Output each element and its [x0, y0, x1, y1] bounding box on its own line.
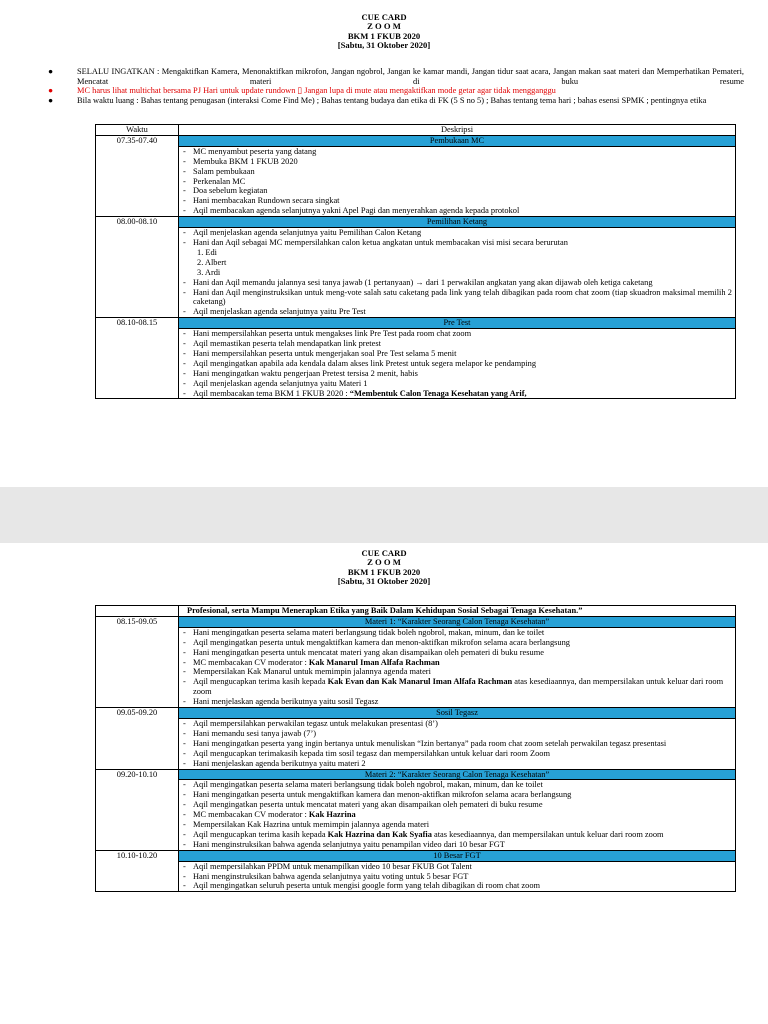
rundown-table-2	[95, 605, 736, 892]
candidate-list	[182, 248, 732, 278]
col-header-desc: Deskripsi	[179, 125, 736, 136]
items-cell	[179, 627, 736, 707]
list-item: - MC menyambut peserta yang datang	[182, 147, 732, 157]
list-item: - Aqil memastikan peserta telah mendapatkan link pretest	[182, 339, 732, 349]
list-item: - Membuka BKM 1 FKUB 2020	[182, 157, 732, 167]
list-item: - Hani mengingatkan peserta untuk mencatat materi yang akan disampaikan oleh pemateri di buku resume	[182, 648, 732, 658]
header-event: BKM 1 FKUB 2020	[347, 30, 421, 41]
section-title: Materi 1: “Karakter Seorang Calon Tenaga Kesehatan”	[179, 616, 736, 627]
list-item: - MC membacakan CV moderator : Kak Hazrina	[182, 810, 732, 820]
list-item: - Aqil mempersilahkan perwakilan tegasz untuk melakukan presentasi (8’)	[182, 719, 732, 729]
time-cell: 09.20-10.10	[96, 769, 179, 850]
list-item: - Doa sebelum kegiatan	[182, 186, 732, 196]
items-cell	[179, 718, 736, 769]
list-item: - Aqil membacakan tema BKM 1 FKUB 2020 : “Membentuk Calon Tenaga Kesehatan yang Arif,	[182, 389, 732, 399]
candidate-item: 3. Ardi	[197, 267, 221, 277]
list-item: - Hani menjelaskan agenda berikutnya yaitu sosil Tegasz	[182, 697, 732, 707]
list-item: - Hani mengingatkan peserta yang ingin bertanya untuk menuliskan “Izin bertanya” pada room chat zoom setelah perwakilan tegasz presentasi	[182, 739, 732, 749]
list-item: - Aqil mengucapkan terima kasih kepada Kak Evan dan Kak Manarul Iman Alfafa Rachman atas kesediaannya, dan mempersilakan untuk keluar dari room zoom	[182, 677, 732, 697]
items-cell	[179, 146, 736, 216]
note-free-time: ● Bila waktu luang : Bahas tentang penugasan (interaksi Come Find Me) ; Bahas tentang budaya dan etika di FK (5 S no 5) ; Bahas tentang tema hari ; bahas esensi SPMK ; pentingnya etika	[48, 95, 707, 105]
list-item: - Hani mengingatkan peserta untuk mengaktifkan kamera dan menon-aktifkan mikrofon selama acara berlangsung	[182, 790, 732, 800]
time-cell: 08.10-08.15	[96, 318, 179, 399]
speaker-names: Kak Hazrina dan Kak Syafia	[327, 829, 432, 839]
list-item: - Aqil menjelaskan agenda selanjutnya yaitu Pemilihan Calon Ketang	[182, 228, 732, 238]
list-item: - Hani menjelaskan agenda berikutnya yaitu materi 2	[182, 759, 732, 769]
list-item: - Hani mempersilahkan peserta untuk mengerjakan soal Pre Test selama 5 menit	[182, 349, 732, 359]
note-reminder: ● SELALU INGATKAN : Mengaktifkan Kamera, Menonaktifkan mikrofon, Jangan ngobrol, Jangan ke kamar mandi, Jangan tidur saat acara, Jangan makan saat materi dan Memperhatikan Pemateri, Mencatat materi di buku resume	[48, 67, 744, 86]
bullet-icon: ●	[48, 86, 54, 96]
section-title: Pembukaan MC	[179, 135, 736, 146]
list-item: - Hani menginstruksikan bahwa agenda selanjutnya yaitu penampilan video dari 10 besar FGT	[182, 840, 732, 850]
candidate-item: 1. Edi	[197, 247, 218, 257]
list-item: - Hani mempersilahkan peserta untuk mengakses link Pre Test pada room chat zoom	[182, 329, 732, 339]
section-title: Pemilihan Ketang	[179, 217, 736, 228]
items-cell	[179, 329, 736, 399]
rundown-table-1	[95, 124, 736, 399]
items-cell	[179, 228, 736, 318]
cue-card-header	[0, 549, 768, 587]
time-cell: 08.00-08.10	[96, 217, 179, 318]
note-multichat: ● MC harus lihat multichat bersama PJ Hari untuk update rundown ▯ Jangan lupa di mute atau mengaktifkan mode getar agar tidak mengganggu	[48, 86, 556, 96]
header-event: BKM 1 FKUB 2020	[347, 566, 421, 577]
list-item: - Hani mengingatkan waktu pengerjaan Pretest tersisa 2 menit, habis	[182, 369, 732, 379]
cue-card-header	[0, 13, 768, 51]
theme-text: “Membentuk Calon Tenaga Kesehatan yang Arif,	[349, 388, 527, 398]
header-date: [Sabtu, 31 Oktober 2020]	[337, 576, 431, 587]
section-title: 10 Besar FGT	[179, 850, 736, 861]
items-cell	[179, 861, 736, 892]
header-date: [Sabtu, 31 Oktober 2020]	[337, 40, 431, 51]
list-item: - Aqil mengucapkan terima kasih kepada Kak Hazrina dan Kak Syafia atas kesediaannya, dan mempersilakan untuk keluar dari room zoom	[182, 830, 732, 840]
time-cell: 10.10-10.20	[96, 850, 179, 892]
list-item: - Hani dan Aqil memandu jalannya sesi tanya jawab (1 pertanyaan) → dari 1 perwakilan angkatan yang akan dijawab oleh ketiga caketang	[182, 278, 732, 288]
moderator-name: Kak Hazrina	[308, 810, 356, 820]
speaker-names: Kak Evan dan Kak Manarul Iman Alfafa Rachman	[327, 677, 513, 687]
time-cell: 09.05-09.20	[96, 708, 179, 769]
section-title: Sosil Tegasz	[179, 708, 736, 719]
list-item: - Hani memandu sesi tanya jawab (7’)	[182, 729, 732, 739]
list-item: - Hani menginstruksikan bahwa agenda selanjutnya yaitu voting untuk 5 besar FGT	[182, 872, 732, 882]
list-item: - Aqil mengingatkan seluruh peserta untuk mengisi google form yang telah dibagikan di room chat zoom	[182, 881, 732, 891]
bullet-icon: ●	[48, 95, 54, 105]
list-item: - Mempersilakan Kak Manarul untuk memimpin jalannya agenda materi	[182, 667, 732, 677]
candidate-item: 2. Albert	[197, 257, 227, 267]
col-header-time: Waktu	[96, 125, 179, 136]
cue-card-page-1	[0, 0, 768, 487]
list-item: - Aqil menjelaskan agenda selanjutnya yaitu Pre Test	[182, 307, 732, 317]
list-item: - Perkenalan MC	[182, 177, 732, 187]
list-item: - Hani dan Aqil menginstruksikan untuk meng-vote salah satu caketang pada link yang telah dibagikan pada room chat zoom (tiap skuadron maksimal memilih 2 caketang)	[182, 288, 732, 308]
list-item: - Aqil mempersilahkan PPDM untuk menampilkan video 10 besar FKUB Got Talent	[182, 862, 732, 872]
list-item: - Aqil membacakan agenda selanjutnya yakni Apel Pagi dan menyerahkan agenda kepada protokol	[182, 206, 732, 216]
list-item: - Aqil mengingatkan peserta untuk mencatat materi yang akan disampaikan oleh pemateri di buku resume	[182, 800, 732, 810]
list-item: - Aqil menjelaskan agenda selanjutnya yaitu Materi 1	[182, 379, 732, 389]
notes-list	[38, 67, 744, 105]
header-title: CUE CARD	[361, 12, 407, 22]
list-item: - Aqil mengingatkan apabila ada kendala dalam akses link Pretest untuk segera melapor ke pendamping	[182, 359, 732, 369]
section-title: Pre Test	[179, 318, 736, 329]
theme-continuation: Profesional, serta Mampu Menerapkan Etika yang Baik Dalam Kehidupan Sosial Sebagai Tenaga Kesehatan.”	[179, 606, 736, 617]
list-item: - Hani dan Aqil sebagai MC mempersilahkan calon ketua angkatan untuk membacakan visi misi secara berurutan	[182, 238, 732, 248]
bullet-icon: ●	[48, 67, 54, 76]
time-cell	[96, 606, 179, 617]
list-item: - Aqil mengingatkan peserta selama materi berlangsung tidak boleh ngobrol, makan, minum, dan ke toilet	[182, 780, 732, 790]
items-cell	[179, 780, 736, 850]
list-item: - Hani mengingatkan peserta selama materi berlangsung tidak boleh ngobrol, makan, minum, dan ke toilet	[182, 628, 732, 638]
cue-card-page-2	[0, 543, 768, 1024]
header-subtitle: Z O O M	[367, 21, 401, 32]
list-item: - Salam pembukaan	[182, 167, 732, 177]
list-item: - Aqil mengucapkan terimakasih kepada tim sosil tegasz dan mempersilahkan untuk keluar dari room Zoom	[182, 749, 732, 759]
time-cell: 08.15-09.05	[96, 616, 179, 707]
moderator-name: Kak Manarul Iman Alfafa Rachman	[308, 657, 440, 667]
list-item: - MC membacakan CV moderator : Kak Manarul Iman Alfafa Rachman	[182, 658, 732, 668]
time-cell: 07.35-07.40	[96, 135, 179, 216]
list-item: - Mempersilakan Kak Hazrina untuk memimpin jalannya agenda materi	[182, 820, 732, 830]
list-item: - Hani membacakan Rundown secara singkat	[182, 196, 732, 206]
header-subtitle: Z O O M	[367, 557, 401, 568]
section-title: Materi 2: “Karakter Seorang Calon Tenaga Kesehatan”	[179, 769, 736, 780]
list-item: - Aqil mengingatkan peserta untuk mengaktifkan kamera dan menon-aktifkan mikrofon selama acara berlangsung	[182, 638, 732, 648]
header-title: CUE CARD	[361, 548, 407, 558]
